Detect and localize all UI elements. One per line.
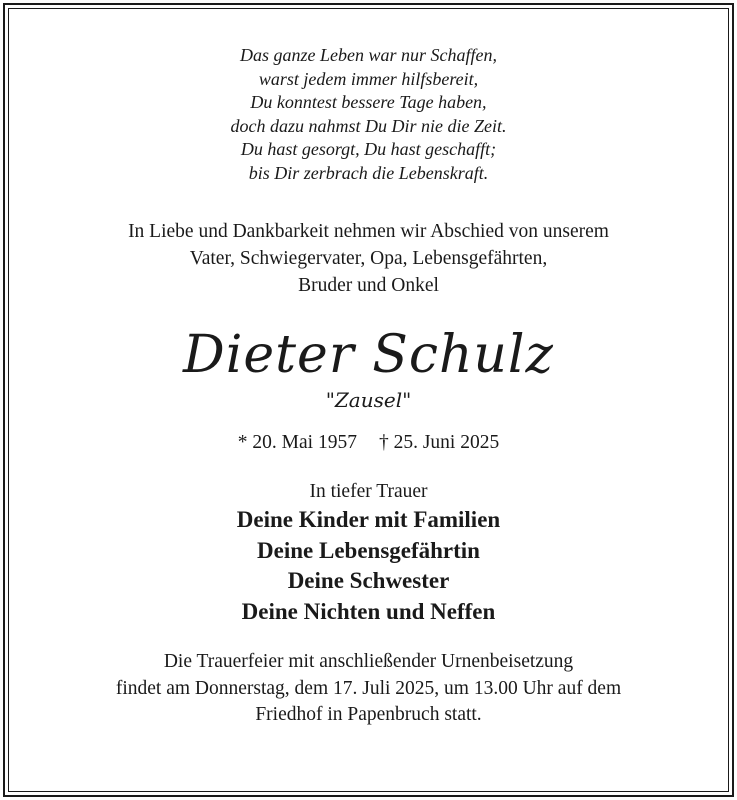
death-date: † 25. Juni 2025 — [378, 432, 500, 453]
memorial-poem — [0, 44, 737, 185]
life-dates — [0, 430, 737, 456]
intro-line: Vater, Schwiegervater, Opa, Lebensgefährten, — [189, 248, 548, 269]
intro-line: Bruder und Onkel — [298, 275, 439, 296]
deceased-nickname: "Zausel" — [325, 388, 412, 412]
deceased-name: Dieter Schulz — [183, 325, 554, 385]
mourner-line: Deine Kinder mit Familien — [236, 507, 501, 532]
mourning-label: In tiefer Trauer — [309, 481, 428, 502]
mourner-line: Deine Schwester — [287, 568, 450, 593]
poem-line: doch dazu nahmst Du Dir nie die Zeit. — [230, 115, 507, 136]
poem-line: bis Dir zerbrach die Lebenskraft. — [248, 162, 489, 183]
poem-line: Das ganze Leben war nur Schaffen, — [240, 45, 497, 65]
farewell-intro — [0, 218, 737, 299]
birth-date: * 20. Mai 1957 — [237, 432, 357, 453]
poem-line: Du konntest bessere Tage haben, — [250, 92, 487, 112]
poem-line: Du hast gesorgt, Du hast geschafft; — [240, 139, 497, 159]
poem-line: warst jedem immer hilfsbereit, — [258, 68, 479, 89]
funeral-service-info — [0, 649, 737, 729]
service-line: findet am Donnerstag, dem 17. Juli 2025, um 13.00 Uhr auf dem — [115, 677, 622, 699]
mourner-line: Deine Nichten und Neffen — [241, 598, 496, 624]
service-line: Die Trauerfeier mit anschließender Urnenbeisetzung — [163, 651, 574, 672]
mourners-list — [0, 505, 737, 627]
service-line: Friedhof in Papenbruch statt. — [255, 704, 482, 725]
intro-line: In Liebe und Dankbarkeit nehmen wir Abschied von unserem — [128, 221, 609, 242]
mourner-line: Deine Lebensgefährtin — [257, 537, 480, 563]
